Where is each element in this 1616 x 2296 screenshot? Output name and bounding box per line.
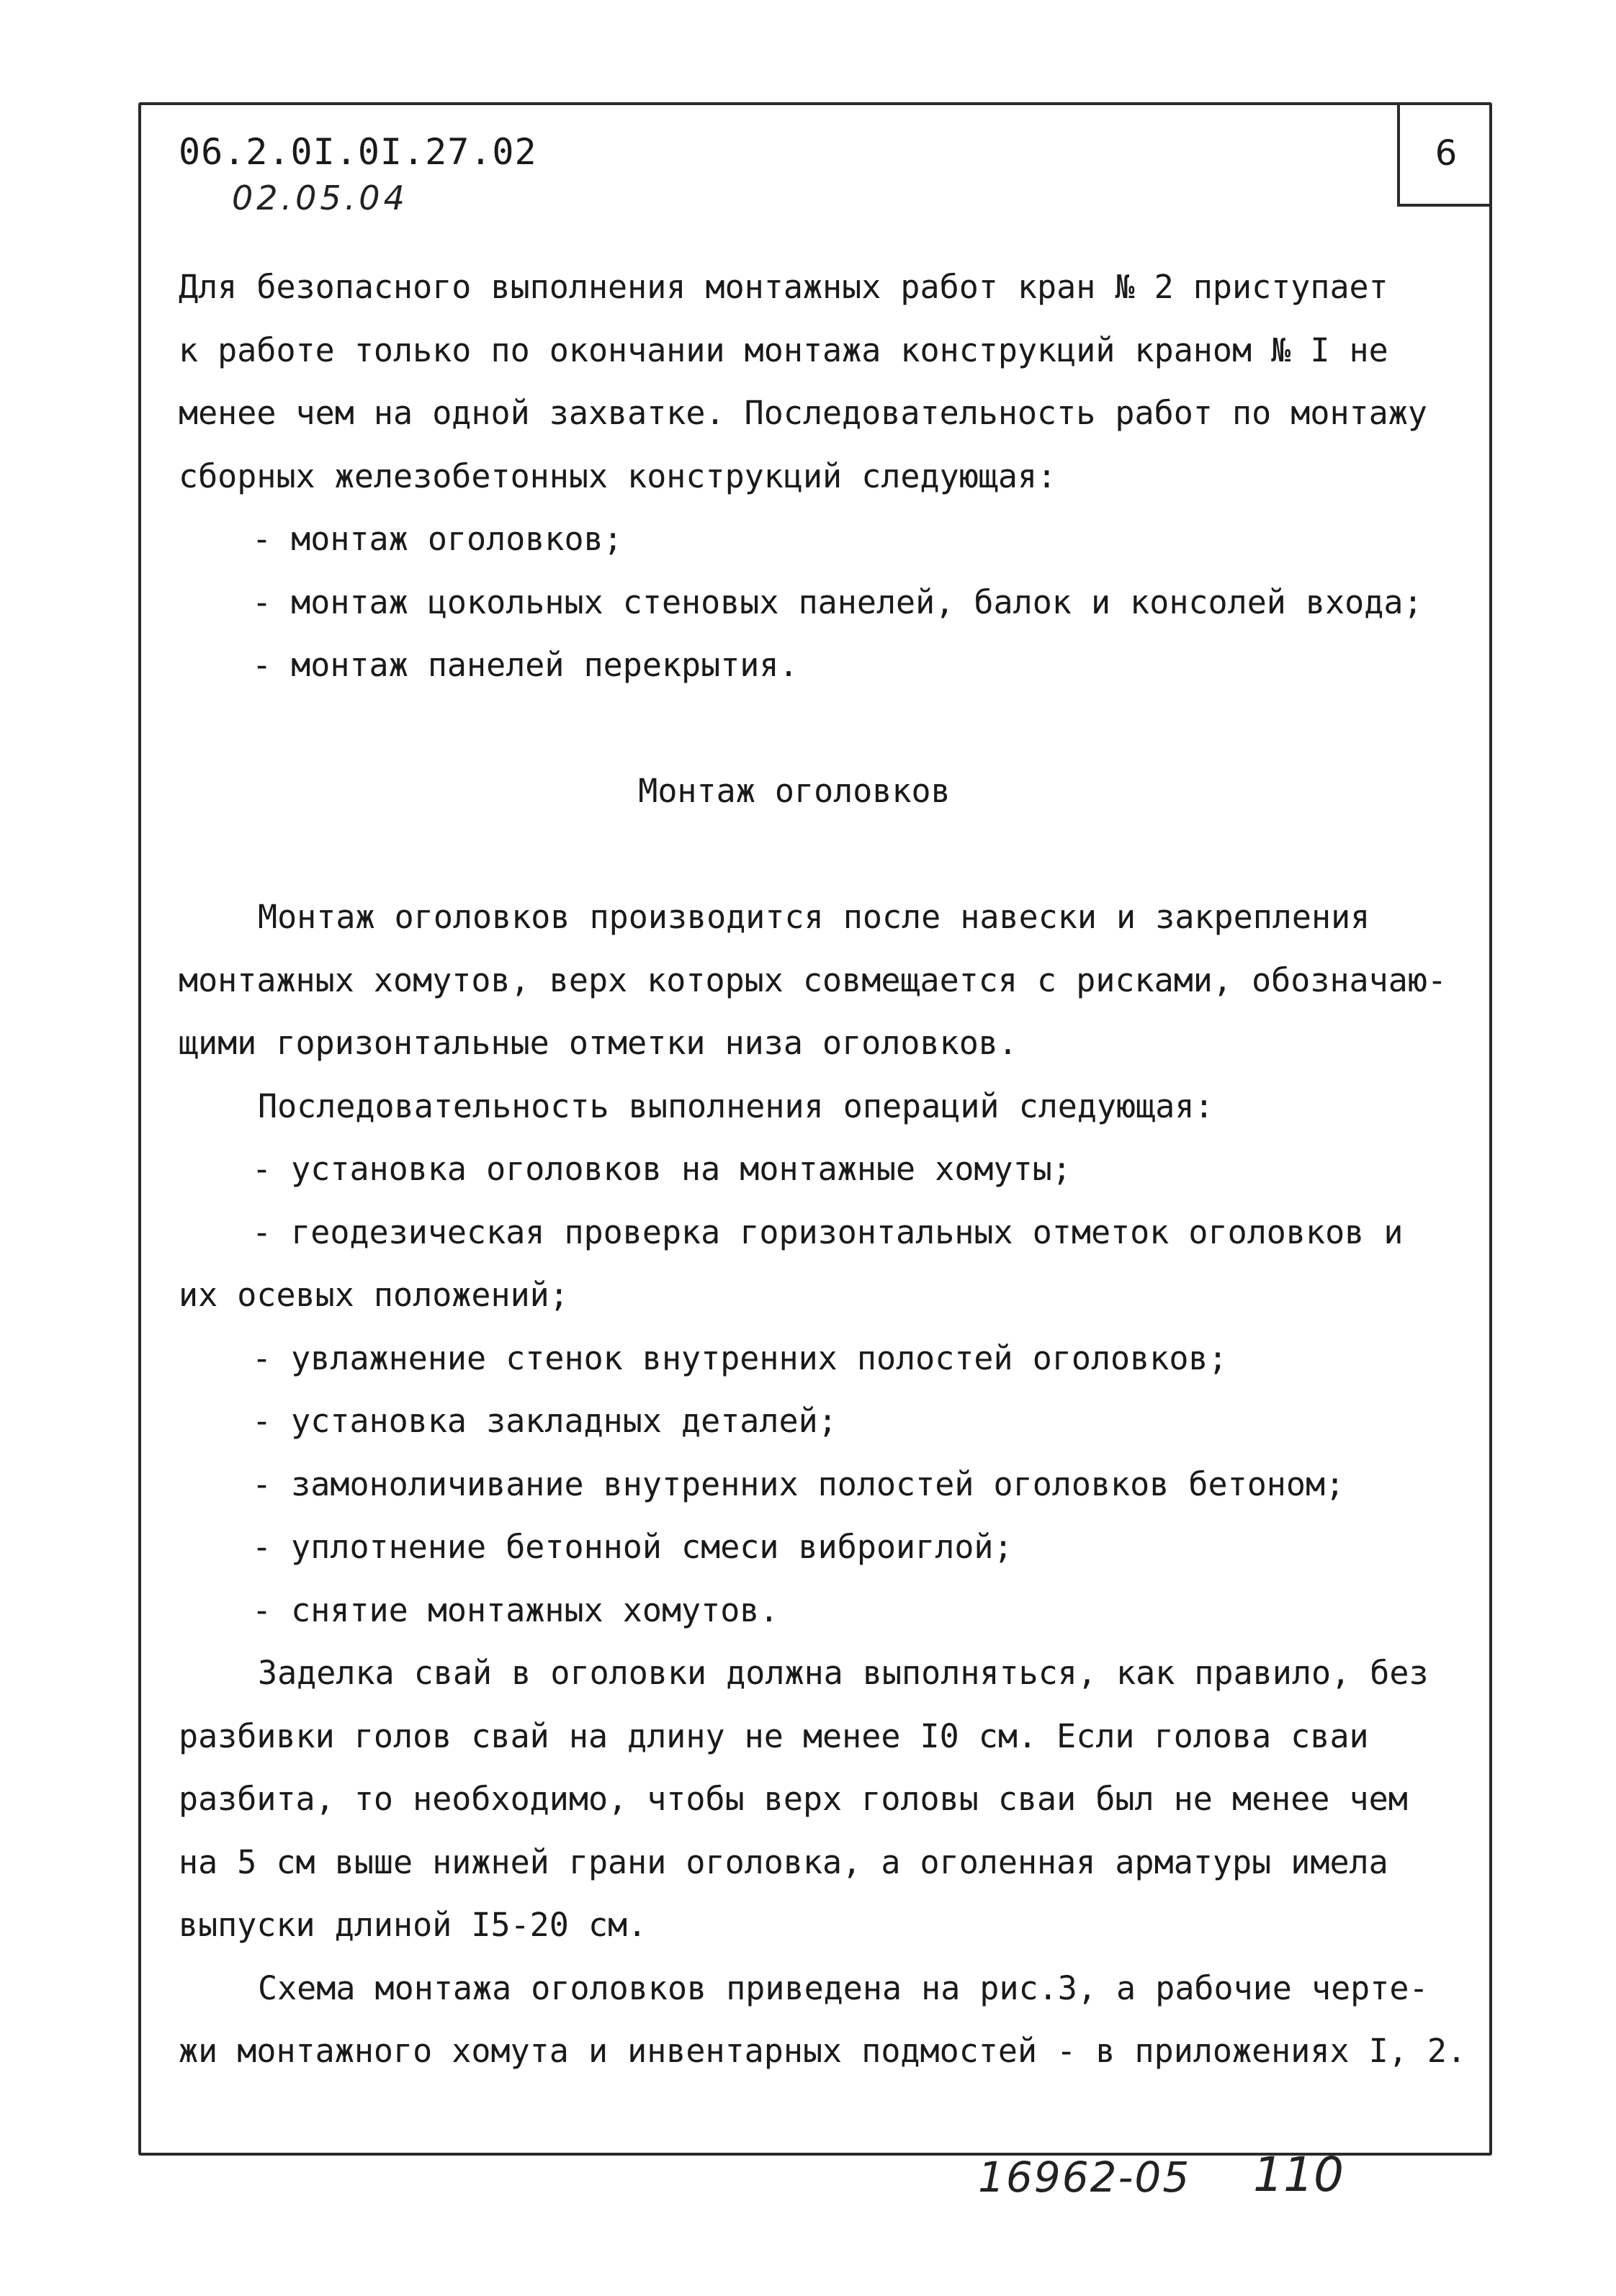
text-line: на 5 см выше нижней грани оголовка, а оголенная арматуры имела <box>179 1842 1388 1881</box>
text-line: Схема монтажа оголовков приведена на рис.3, а рабочие черте- <box>258 1968 1429 2007</box>
text-line: Монтаж оголовков производится после навески и закрепления <box>258 898 1370 936</box>
list-item: - установка оголовков на монтажные хомуты; <box>252 1150 1072 1188</box>
text-line: разбивки голов свай на длину не менее I0 см. Если голова сваи <box>179 1716 1369 1755</box>
text-line: Последовательность выполнения операций следующая: <box>258 1086 1214 1125</box>
page-number: 6 <box>1435 132 1458 174</box>
text-line: щими горизонтальные отметки низа оголовков. <box>179 1024 1018 1062</box>
document-code: 06.2.0I.0I.27.02 <box>179 131 537 173</box>
handwritten-date: 02.05.04 <box>232 179 408 217</box>
list-item: - монтаж оголовков; <box>252 520 623 558</box>
text-line: сборных железобетонных конструкций следующая: <box>179 456 1057 495</box>
list-item: - геодезическая проверка горизонтальных отметок оголовков и <box>252 1212 1404 1251</box>
list-item: - снятие монтажных хомутов. <box>252 1590 779 1629</box>
text-line: к работе только по окончании монтажа конструкций краном № I не <box>179 330 1388 369</box>
text-line: Для безопасного выполнения монтажных работ кран № 2 приступает <box>179 268 1388 306</box>
list-item: - монтаж панелей перекрытия. <box>252 646 799 684</box>
list-item: - уплотнение бетонной смеси виброиглой; <box>252 1528 1013 1566</box>
list-item: - монтаж цокольных стеновых панелей, балок и консолей входа; <box>252 582 1423 621</box>
text-line: Заделка свай в оголовки должна выполняться, как правило, без <box>258 1654 1429 1692</box>
list-item: - увлажнение стенок внутренних полостей оголовков; <box>252 1338 1228 1377</box>
text-line: жи монтажного хомута и инвентарных подмостей - в приложениях I, 2. <box>179 2032 1467 2070</box>
page-number-box <box>1397 102 1492 207</box>
sheet-number: 110 <box>1253 2147 1344 2202</box>
text-line: разбита, то необходимо, чтобы верх головы сваи был не менее чем <box>179 1780 1408 1818</box>
list-item: - замоноличивание внутренних полостей оголовков бетоном; <box>252 1464 1345 1503</box>
document-number: 16962-05 <box>978 2153 1191 2202</box>
text-line: монтажных хомутов, верх которых совмещается с рисками, обозначаю- <box>179 960 1447 999</box>
body-text <box>179 256 1468 2083</box>
list-item: - установка закладных деталей; <box>252 1402 838 1440</box>
section-heading: Монтаж оголовков <box>638 772 951 810</box>
text-line: выпуски длиной I5-20 см. <box>179 1906 647 1944</box>
text-line: менее чем на одной захватке. Последовательность работ по монтажу <box>179 394 1427 432</box>
text-line: их осевых положений; <box>179 1276 569 1314</box>
